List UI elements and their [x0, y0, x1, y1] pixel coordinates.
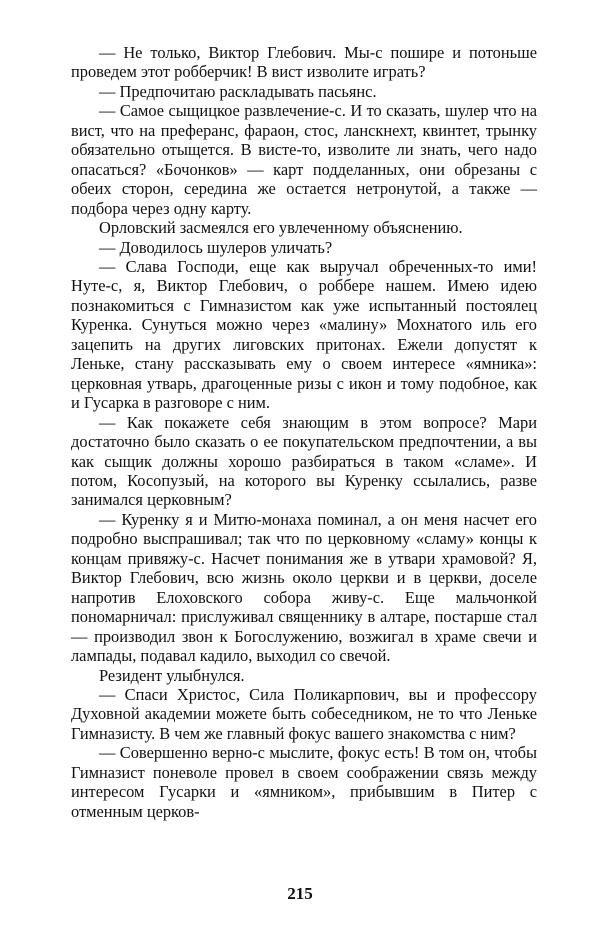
- paragraph: — Доводилось шулеров уличать?: [99, 237, 333, 257]
- paragraph: Орловский засмеялся его увлеченному объяснению.: [99, 218, 463, 238]
- page-number: 215: [287, 884, 313, 903]
- paragraph: — Самое сыщицкое развлечение-с. И то сказать, шулер что на вист, что на преферанс, фараон, стос, ланскнехт, квинтет, трынку обязательно отыщется. В висте-то, изволите ли знать, чего надо опасаться? «Бочонков» — карт подделанных, они обрезаны с обеих сторон, середина же остается нетронутой, а также — подбора через одну карту.: [71, 101, 537, 218]
- paragraph: — Спаси Христос, Сила Поликарпович, вы и профессору Духовной академии можете быть собеседником, не то что Леньке Гимназисту. В чем же главный фокус вашего знакомства с ним?: [71, 684, 537, 743]
- paragraph: — Как покажете себя знающим в этом вопросе? Мари достаточно было сказать о ее покупательском предпочтении, а вы как сыщик должны хорошо разбираться в таком «сламе». И потом, Косопузый, на которого вы Куренку ссылались, разве занимался церковным?: [71, 412, 537, 510]
- body-text: [71, 43, 537, 821]
- paragraph: — Не только, Виктор Глебович. Мы-с пошире и потоньше проведем этот робберчик! В вист изволите играть?: [71, 43, 537, 82]
- paragraph: — Предпочитаю раскладывать пасьянс.: [99, 81, 377, 101]
- paragraph: — Совершенно верно-с мыслите, фокус есть! В том он, чтобы Гимназист поневоле провел в своем соображении связь между интересом Гусарки и «ямником», прибывшим в Питер с отменным церков-: [71, 743, 537, 821]
- paragraph: — Слава Господи, еще как выручал обреченных-то ими! Нуте-с, я, Виктор Глебович, о роббере нашем. Имею идею познакомиться с Гимназистом как уже испытанный постоялец Куренка. Сунуться можно через «малину» Мохнатого иль его зацепить на других лиговских притонах. Ежели допустят к Леньке, стану рассказывать ему о своем интересе «ямника»: церковная утварь, драгоценные ризы с икон и тому подобное, как и Гусарка в разговоре с ним.: [71, 256, 537, 413]
- paragraph: Резидент улыбнулся.: [99, 665, 245, 685]
- paragraph: — Куренку я и Митю-монаха поминал, а он меня насчет его подробно выспрашивал; так что по церковному «сламу» концы к концам привяжу-с. Насчет понимания же в утвари храмовой? Я, Виктор Глебович, всю жизнь около церкви и в церкви, доселе напротив Елоховского собора живу-с. Еще мальчонкой пономарничал: прислуживал священнику в алтаре, постарше стал — производил звон к Богослужению, возжигал в храме свечи и лампады, подавал кадило, выходил со свечой.: [71, 509, 537, 666]
